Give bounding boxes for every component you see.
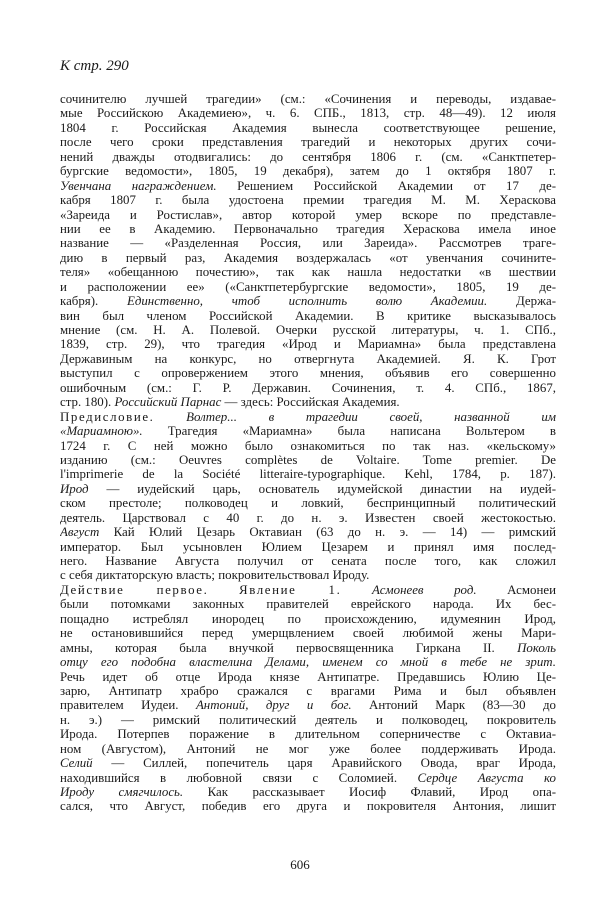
text-line bbox=[60, 511, 556, 525]
text-line bbox=[60, 92, 556, 106]
text-line bbox=[60, 467, 556, 481]
text-segment: деятель. Царствовал с 40 г. до н. э. Известен своей жестокостью. bbox=[60, 510, 556, 525]
text-segment: Держа- bbox=[487, 294, 556, 309]
text-line bbox=[60, 236, 556, 250]
page-number: 606 bbox=[290, 857, 310, 872]
text-line bbox=[60, 366, 556, 380]
text-line bbox=[60, 222, 556, 236]
text-segment: правителем Иудеи. bbox=[60, 698, 196, 713]
italic-text: Селий bbox=[60, 756, 93, 771]
text-segment: ошибочным (см.: Г. Р. Державин. Сочинения, т. 4. СПб., 1867, bbox=[60, 380, 556, 395]
text-line bbox=[60, 106, 556, 120]
text-segment: находившийся в любовной связи с Соломией. bbox=[60, 770, 418, 785]
text-line bbox=[60, 799, 556, 813]
text-line bbox=[60, 193, 556, 207]
text-line bbox=[60, 597, 556, 611]
text-segment: Асмонеи bbox=[476, 582, 556, 597]
text-segment: — иудейский царь, основатель идумейской династии на иудей- bbox=[88, 481, 556, 496]
text-line bbox=[60, 727, 556, 741]
text-segment: изданию (см.: Oeuvres complètes de Voltaire. Tome premier. De bbox=[60, 452, 556, 467]
text-line bbox=[60, 482, 556, 496]
text-line bbox=[60, 626, 556, 640]
text-line bbox=[60, 742, 556, 756]
text-segment: 1724 г. С ней можно было ознакомиться по так наз. «кельскому» bbox=[60, 438, 556, 453]
text-segment: пощадно истреблял инородец по происхождению, идумеянин Ирод, bbox=[60, 611, 556, 626]
text-line bbox=[60, 337, 556, 351]
text-segment: выступил с опровержением этого мнения, объявив его совершенно bbox=[60, 366, 556, 381]
text-line bbox=[60, 612, 556, 626]
text-segment bbox=[208, 583, 239, 597]
text-line bbox=[60, 756, 556, 770]
text-line bbox=[60, 265, 556, 279]
text-line bbox=[60, 496, 556, 510]
text-line bbox=[60, 655, 556, 669]
text-segment: 1804 г. Российская Академия вынесла соответствующее решение, bbox=[60, 120, 556, 135]
commentary-text bbox=[60, 92, 556, 814]
text-line bbox=[60, 698, 556, 712]
text-segment: название — «Разделенная Россия, или Зареида». Рассмотрев траге- bbox=[60, 236, 556, 251]
text-segment: нии ее в Академию. Первоначально трагедия Хераскова имела иное bbox=[60, 221, 556, 236]
text-segment: дию в первый раз, Академия воздержалась «от увенчания сочините- bbox=[60, 250, 556, 265]
text-segment: стр. 180). bbox=[60, 395, 115, 410]
italic-text: Увенчана награждением. bbox=[60, 178, 217, 193]
spaced-heading-text: Действие первое. bbox=[60, 582, 209, 597]
italic-text: Единственно, чтоб исполнить волю Академии. bbox=[126, 294, 488, 309]
text-segment: Кай Юлий Цезарь Октавиан (63 до н. э. — 14) — римский bbox=[99, 525, 556, 540]
page-header: К стр. 290 bbox=[60, 58, 129, 74]
text-segment: кабря). bbox=[60, 294, 127, 309]
text-line bbox=[60, 641, 556, 655]
text-line bbox=[60, 309, 556, 323]
text-segment: после чего сроки представления трагедий и некоторых других сочи- bbox=[60, 135, 556, 150]
spaced-heading-text: Предисловие. bbox=[60, 409, 155, 424]
italic-text: Асмонеев род. bbox=[372, 582, 477, 597]
text-line bbox=[60, 294, 556, 308]
text-line bbox=[60, 670, 556, 684]
text-segment: были потомками законных правителей еврейского народа. Их бес- bbox=[60, 597, 556, 612]
italic-text: Сердце Августа ко bbox=[417, 770, 556, 785]
text-line bbox=[60, 713, 556, 727]
text-segment bbox=[155, 410, 187, 424]
text-segment: Державиным на конкурс, но отвергнута Академией. Я. К. Грот bbox=[60, 351, 556, 366]
text-line bbox=[60, 785, 556, 799]
text-segment: Решением Российской Академии от 17 де- bbox=[216, 178, 556, 193]
text-segment: ском престоле; полководец и ловкий, беспринципный политический bbox=[60, 496, 556, 511]
text-segment: — здесь: Российская Академия. bbox=[221, 395, 400, 410]
italic-text: «Мариамною». bbox=[60, 424, 143, 439]
text-segment: и расположении ее» («Санктпетербургские ведомости», 1805, 19 де- bbox=[60, 279, 556, 294]
text-segment: теля» «обещанною почестию», так как нашла недостатки «в шествии bbox=[60, 265, 556, 280]
italic-text: Ироду смягчилось. bbox=[60, 785, 184, 799]
text-line bbox=[60, 251, 556, 265]
text-line bbox=[60, 525, 556, 539]
text-segment: Речь идет об отце Ирода князе Антипатре. Предавшись Юлию Це- bbox=[60, 669, 556, 684]
text-segment: 1839, стр. 29), что трагедия «Ирод и Мариамна» была представлена bbox=[60, 337, 556, 352]
text-line bbox=[60, 179, 556, 193]
text-segment: с себя диктаторскую власть; покровительствовал Ироду. bbox=[60, 568, 370, 583]
text-segment: н. э.) — римский политический деятель и полководец, покровитель bbox=[60, 712, 556, 727]
text-segment: него. Название Августа получил от сената после того, как сложил bbox=[60, 554, 556, 568]
text-line bbox=[60, 540, 556, 554]
text-segment: l'imprimerie de la Société litteraire-typographique. Kehl, 1784, p. 187). bbox=[60, 467, 556, 482]
text-line bbox=[60, 135, 556, 149]
text-segment bbox=[341, 583, 372, 597]
text-line bbox=[60, 150, 556, 164]
text-segment: мые Российскою Академиею», ч. 6. СПБ., 1813, стр. 48—49). 12 июля bbox=[60, 106, 556, 121]
text-line bbox=[60, 121, 556, 135]
italic-text: отцу его подобна властелина Делами, именем со мной в тебе не зрит. bbox=[60, 655, 556, 670]
text-segment: император. Был усыновлен Юлием Цезарем и принял имя послед- bbox=[60, 539, 556, 554]
text-segment: Трагедия «Мариамна» была написана Вольтером в bbox=[142, 424, 556, 439]
text-segment: не остановившийся перед умерщвлением своей любимой жены Мари- bbox=[60, 626, 556, 641]
italic-text: Август bbox=[60, 525, 100, 540]
text-segment: Как рассказывает Иосиф Флавий, Ирод опа- bbox=[183, 785, 556, 799]
text-segment: Ирода. Потерпев поражение в длительном соперничестве с Октавиа- bbox=[60, 727, 556, 742]
text-segment: «Зареида и Ростислав», автор которой умер вскоре по представле- bbox=[60, 207, 556, 222]
text-line bbox=[60, 208, 556, 222]
text-line bbox=[60, 410, 556, 424]
text-line bbox=[60, 381, 556, 395]
text-line bbox=[60, 453, 556, 467]
text-line bbox=[60, 568, 556, 582]
text-line bbox=[60, 280, 556, 294]
italic-text: Поколь bbox=[517, 640, 556, 655]
text-segment: вин был членом Российской Академии. В критике высказывалось bbox=[60, 308, 556, 323]
text-line bbox=[60, 323, 556, 337]
text-line bbox=[60, 684, 556, 698]
text-segment: зарю, Антипатр храбро сражался с врагами Рима и был объявлен bbox=[60, 683, 556, 698]
italic-text: Российский Парнас bbox=[114, 395, 222, 410]
text-segment: нений дважды отодвигались: до сентября 1806 г. (см. «Санктпетер- bbox=[60, 149, 556, 164]
text-segment: Антоний Марк (83—30 до bbox=[351, 698, 556, 713]
italic-text: Волтер... в трагедии своей, названной им bbox=[186, 409, 556, 424]
italic-text: Ирод bbox=[60, 481, 89, 496]
text-segment: сочинителю лучшей трагедии» (см.: «Сочинения и переводы, издавае- bbox=[60, 92, 556, 106]
text-segment: кабря 1807 г. была удостоена премии трагедия М. М. Хераскова bbox=[60, 193, 556, 208]
italic-text: Антоний, друг и бог. bbox=[195, 698, 352, 713]
text-segment: бургские ведомости», 1805, 19 декабря), затем до 1 октября 1807 г. bbox=[60, 164, 556, 179]
text-line bbox=[60, 439, 556, 453]
text-segment: амны, которая была внучкой первосвященника Гиркана II. bbox=[60, 640, 518, 655]
text-line bbox=[60, 583, 556, 597]
text-segment: сался, что Август, победив его друга и покровителя Антония, лишит bbox=[60, 799, 556, 814]
spaced-heading-text: Явление 1. bbox=[239, 582, 342, 597]
text-line bbox=[60, 164, 556, 178]
text-line bbox=[60, 352, 556, 366]
text-line bbox=[60, 554, 556, 568]
text-segment: мнение (см. Н. А. Полевой. Очерки русской литературы, ч. 1. СПб., bbox=[60, 323, 556, 337]
text-segment: ном (Августом), Антоний не мог уже более поддерживать Ирода. bbox=[60, 741, 556, 756]
text-line bbox=[60, 771, 556, 785]
text-line bbox=[60, 424, 556, 438]
text-segment: — Силлей, попечитель царя Аравийского Овода, враг Ирода, bbox=[92, 756, 556, 771]
text-line bbox=[60, 395, 556, 409]
